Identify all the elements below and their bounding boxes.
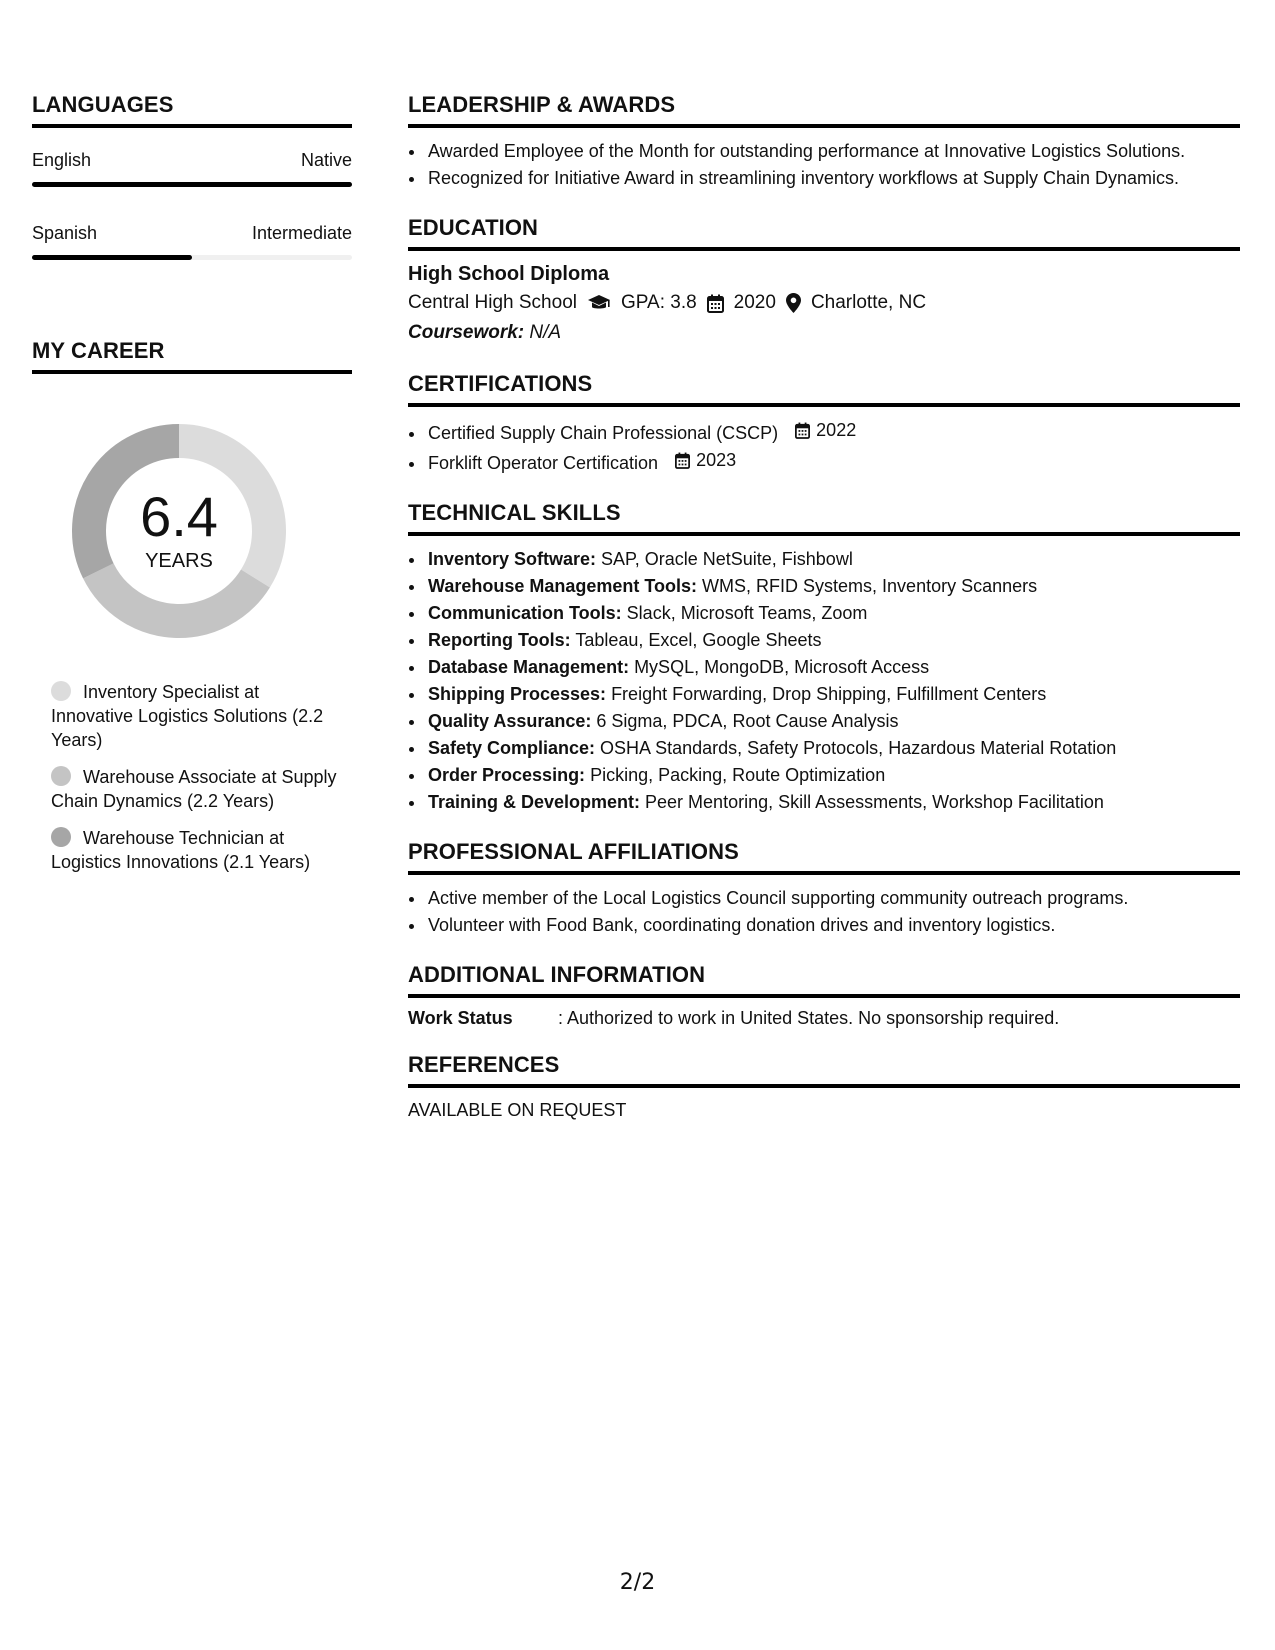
language-level: Intermediate (251, 223, 352, 243)
legend-dot-icon (51, 766, 71, 786)
language-proficiency-bar (32, 182, 352, 187)
technical-skills-section (408, 500, 1240, 816)
calendar-icon (675, 452, 690, 469)
skill-value: MySQL, MongoDB, Microsoft Access (629, 657, 930, 677)
certification-name: Forklift Operator Certification (428, 453, 659, 473)
skill-label: Warehouse Management Tools: (428, 576, 698, 596)
coursework-label: Coursework: (408, 322, 525, 343)
skill-item (426, 708, 1240, 735)
graduation-year: 2020 (733, 292, 776, 313)
skill-value: Tableau, Excel, Google Sheets (570, 630, 822, 650)
skill-item (426, 681, 1240, 708)
skill-value: 6 Sigma, PDCA, Root Cause Analysis (591, 711, 899, 731)
skill-value: OSHA Standards, Safety Protocols, Hazardous Material Rotation (595, 738, 1117, 758)
skill-item (426, 654, 1240, 681)
skill-value: Slack, Microsoft Teams, Zoom (621, 603, 868, 623)
career-legend-item (51, 826, 341, 874)
school-location: Charlotte, NC (810, 292, 927, 313)
affiliations-section (408, 839, 1240, 939)
certification-year: 2023 (696, 450, 737, 470)
coursework-value: N/A (524, 322, 562, 343)
affiliation-item: • Active member of the Local Logistics Council supporting community outreach programs. (426, 885, 1240, 912)
skill-item (426, 762, 1240, 789)
language-proficiency-bar (32, 255, 352, 260)
right-column (408, 92, 1240, 1121)
award-item: • Awarded Employee of the Month for outstanding performance at Innovative Logistics Solutions. (426, 138, 1240, 165)
language-entry (32, 223, 352, 260)
career-total-unit: YEARS (145, 550, 213, 572)
location-pin-icon (786, 293, 801, 313)
legend-dot-icon (51, 827, 71, 847)
references-text: AVAILABLE ON REQUEST (408, 1100, 627, 1120)
legend-dot-icon (51, 681, 71, 701)
skill-value: SAP, Oracle NetSuite, Fishbowl (596, 549, 853, 569)
certification-item (426, 447, 1240, 477)
skill-label: Training & Development: (428, 792, 641, 812)
page-number: 2/2 (619, 1570, 656, 1595)
references-section (408, 1052, 1240, 1121)
affiliations-heading: PROFESSIONAL AFFILIATIONS (408, 839, 1240, 875)
degree-title: High School Diploma (408, 263, 610, 285)
skill-item (426, 546, 1240, 573)
career-donut-segment (98, 571, 255, 621)
skill-label: Quality Assurance: (428, 711, 592, 731)
skill-label: Shipping Processes: (428, 684, 607, 704)
certification-item (426, 417, 1240, 447)
skill-value: WMS, RFID Systems, Inventory Scanners (697, 576, 1038, 596)
skill-label: Inventory Software: (428, 549, 597, 569)
language-proficiency-fill (32, 255, 192, 260)
calendar-icon (795, 422, 810, 439)
award-item: • Recognized for Initiative Award in streamlining inventory workflows at Supply Chain Dynamics. (426, 165, 1240, 192)
languages-heading: LANGUAGES (32, 92, 352, 128)
language-name: English (32, 150, 92, 170)
skill-item (426, 627, 1240, 654)
leadership-section (408, 92, 1240, 192)
references-heading: REFERENCES (408, 1052, 1240, 1088)
additional-info-section (408, 962, 1240, 1029)
skill-label: Safety Compliance: (428, 738, 596, 758)
gpa-value: GPA: 3.8 (620, 292, 697, 313)
career-donut-chart (66, 418, 292, 644)
skill-value: Freight Forwarding, Drop Shipping, Fulfillment Centers (606, 684, 1047, 704)
career-legend-item (51, 680, 341, 752)
career-legend-label: Warehouse Associate at Supply Chain Dynamics (2.2 Years) (51, 767, 337, 811)
skill-item (426, 789, 1240, 816)
technical-skills-heading: TECHNICAL SKILLS (408, 500, 1240, 536)
leadership-heading: LEADERSHIP & AWARDS (408, 92, 1240, 128)
language-level: Native (300, 150, 352, 170)
skill-label: Reporting Tools: (428, 630, 571, 650)
school-name: Central High School (408, 292, 577, 313)
language-proficiency-fill (32, 182, 352, 187)
skill-item (426, 573, 1240, 600)
education-section (408, 215, 1240, 348)
career-total-value: 6.4 (140, 485, 218, 548)
education-heading: EDUCATION (408, 215, 1240, 251)
skill-label: Database Management: (428, 657, 630, 677)
language-entry (32, 150, 352, 187)
certifications-heading: CERTIFICATIONS (408, 371, 1240, 407)
work-status-label: Work Status (408, 1008, 513, 1028)
graduation-cap-icon (587, 294, 611, 312)
career-legend-label: Warehouse Technician at Logistics Innovations (2.1 Years) (51, 828, 311, 872)
skill-value: Peer Mentoring, Skill Assessments, Workshop Facilitation (640, 792, 1104, 812)
left-column (32, 92, 352, 887)
certifications-section (408, 371, 1240, 477)
career-legend (51, 680, 341, 874)
affiliation-item: • Volunteer with Food Bank, coordinating donation drives and inventory logistics. (426, 912, 1240, 939)
skill-item (426, 735, 1240, 762)
skill-label: Order Processing: (428, 765, 586, 785)
calendar-icon (707, 294, 724, 313)
career-legend-item (51, 765, 341, 813)
skill-item (426, 600, 1240, 627)
career-heading: MY CAREER (32, 338, 352, 374)
additional-info-heading: ADDITIONAL INFORMATION (408, 962, 1240, 998)
skill-value: Picking, Packing, Route Optimization (585, 765, 886, 785)
career-legend-label: Inventory Specialist at Innovative Logistics Solutions (2.2 Years) (51, 682, 324, 750)
certification-year: 2022 (816, 420, 857, 440)
work-status-value: : Authorized to work in United States. No sponsorship required. (558, 1008, 1060, 1028)
certification-name: Certified Supply Chain Professional (CSCP) (428, 423, 779, 443)
skill-label: Communication Tools: (428, 603, 622, 623)
language-name: Spanish (32, 223, 98, 243)
